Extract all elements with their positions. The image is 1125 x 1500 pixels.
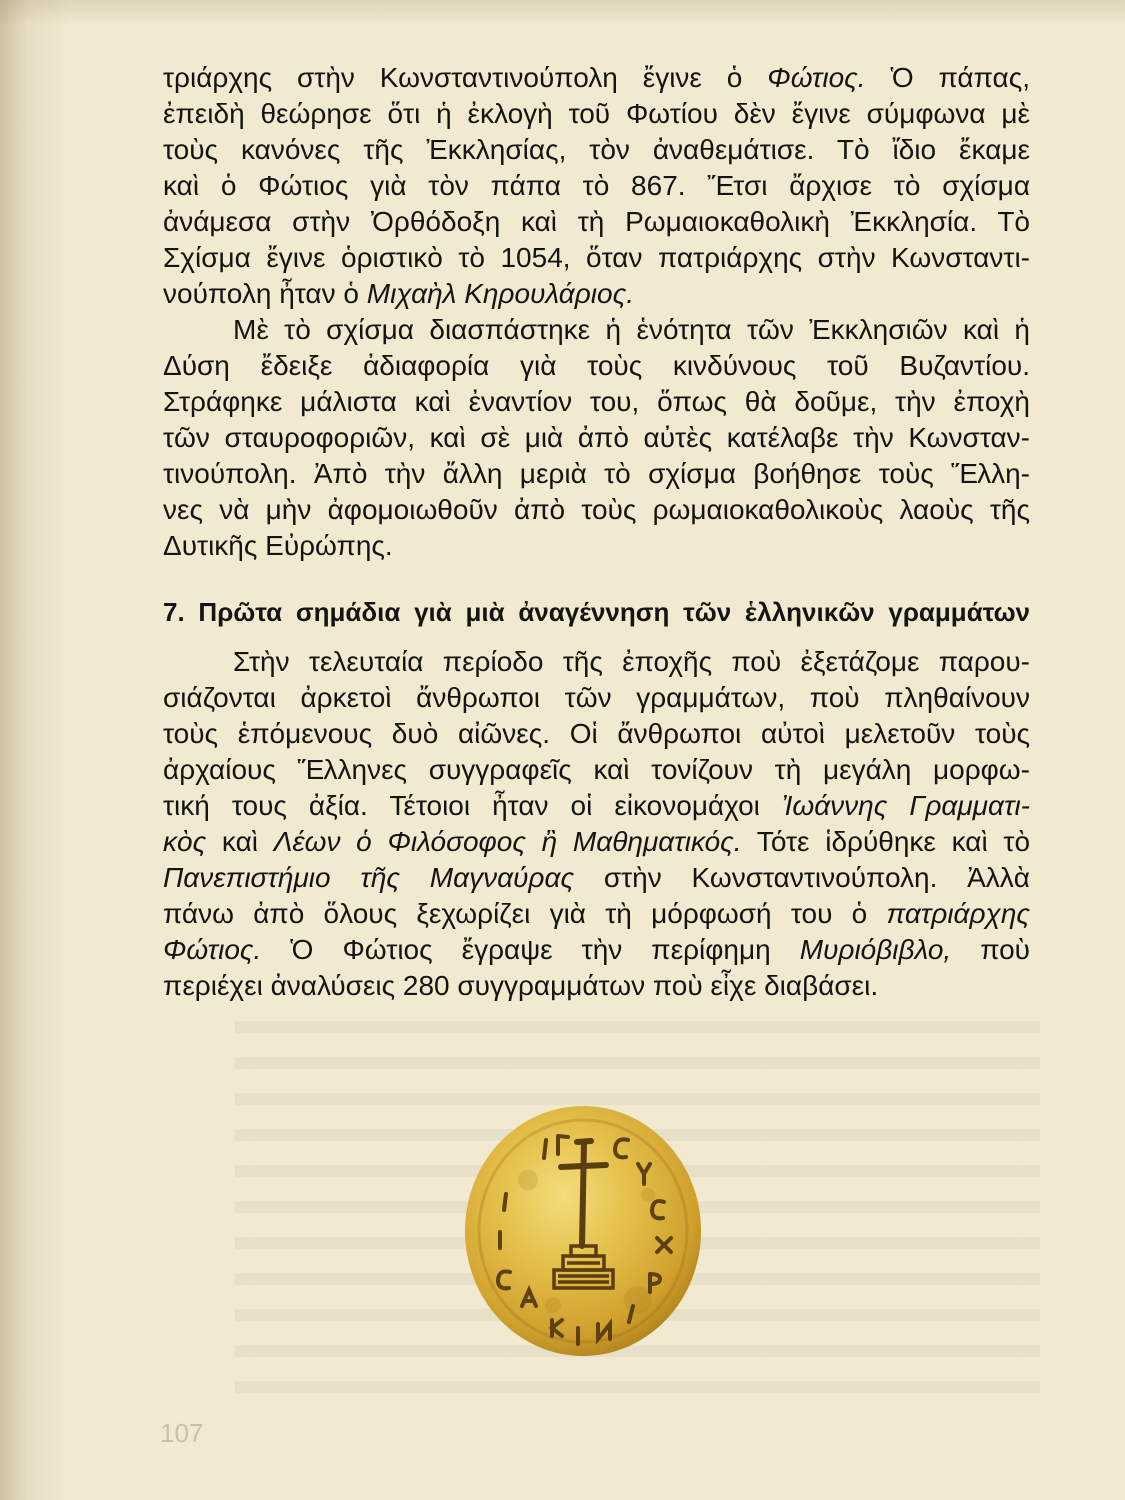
italic-term: Μυριόβιβλο, bbox=[799, 934, 952, 965]
text-segment: νούπολη ἦταν ὁ bbox=[163, 278, 367, 309]
text-line bbox=[163, 752, 1030, 788]
paragraph-3 bbox=[163, 644, 1030, 1004]
text-line bbox=[163, 860, 1030, 896]
text-segment: ποὺ bbox=[951, 934, 1030, 965]
text-segment: τοὺς ἑπόμενους δυὸ αἰῶνες. Οἱ ἄνθρωποι αὐτοὶ μελετοῦν τοὺς bbox=[163, 718, 1030, 749]
byzantine-gold-coin-icon bbox=[458, 1100, 708, 1362]
italic-term: Πανεπιστήμιο τῆς Μαγναύρας bbox=[163, 862, 575, 893]
text-segment: ἀρχαίους Ἕλληνες συγγραφεῖς καὶ τονίζουν τὴ μεγάλη μορφω- bbox=[163, 754, 1030, 785]
text-line bbox=[163, 96, 1030, 132]
text-line bbox=[163, 132, 1030, 168]
text-line bbox=[163, 60, 1030, 96]
text-line bbox=[163, 716, 1030, 752]
top-edge-shadow bbox=[0, 0, 1125, 26]
italic-term: Φώτιος. bbox=[163, 934, 262, 965]
italic-term: κὸς bbox=[163, 826, 207, 857]
body-text bbox=[163, 60, 1030, 1004]
text-line bbox=[163, 528, 1030, 564]
text-segment: Δύση ἔδειξε ἀδιαφορία γιὰ τοὺς κινδύνους τοῦ Βυζαντίου. bbox=[163, 350, 1030, 381]
text-segment: Τότε ἱδρύθηκε καὶ τὸ bbox=[741, 826, 1031, 857]
text-segment: τική τους ἀξία. Τέτοιοι ἦταν οἱ εἰκονομάχοι bbox=[163, 790, 782, 821]
text-segment: τινούπολη. Ἀπὸ τὴν ἄλλη μεριὰ τὸ σχίσμα βοήθησε τοὺς Ἕλλη- bbox=[163, 458, 1030, 489]
text-line bbox=[163, 932, 1030, 968]
text-segment: Σχίσμα ἔγινε ὁριστικὸ τὸ 1054, ὅταν πατριάρχης στὴν Κωνσταντι- bbox=[163, 242, 1030, 273]
text-line bbox=[163, 492, 1030, 528]
text-segment: Ὁ πάπας, bbox=[865, 62, 1030, 93]
text-line bbox=[163, 204, 1030, 240]
text-line bbox=[163, 276, 1030, 312]
text-segment: περιέχει ἀναλύσεις 280 συγγραμμάτων ποὺ εἶχε διαβάσει. bbox=[163, 970, 879, 1001]
text-line bbox=[163, 896, 1030, 932]
text-segment: Μὲ τὸ σχίσμα διασπάστηκε ἡ ἑνότητα τῶν Ἐκκλησιῶν καὶ ἡ bbox=[233, 314, 1030, 345]
paragraph-2 bbox=[163, 312, 1030, 564]
italic-term: Λέων ὁ Φιλόσοφος ἢ Μαθηματικός. bbox=[273, 826, 742, 857]
text-segment: τοὺς κανόνες τῆς Ἐκκλησίας, τὸν ἀναθεμάτισε. Τὸ ἴδιο ἔκαμε bbox=[163, 134, 1030, 165]
paragraph-1 bbox=[163, 60, 1030, 312]
text-segment: καὶ ὁ Φώτιος γιὰ τὸν πάπα τὸ 867. Ἔτσι ἄρχισε τὸ σχίσμα bbox=[163, 170, 1030, 201]
text-segment: καὶ bbox=[206, 826, 274, 857]
section-heading: 7. Πρῶτα σημάδια γιὰ μιὰ ἀναγέννηση τῶν ἑλληνικῶν γραμμάτων bbox=[163, 597, 1030, 627]
text-segment: νες νὰ μὴν ἀφομοιωθοῦν ἀπὸ τοὺς ρωμαιοκαθολικοὺς λαοὺς τῆς bbox=[163, 494, 1030, 525]
text-segment: ἀνάμεσα στὴν Ὀρθόδοξη καὶ τὴ Ρωμαιοκαθολικὴ Ἐκκλησία. Τὸ bbox=[163, 206, 1030, 237]
text-line bbox=[163, 240, 1030, 276]
text-segment: στὴν Κωνσταντινούπολη. Ἀλλὰ bbox=[574, 862, 1030, 893]
italic-term: πατριάρχης bbox=[886, 898, 1030, 929]
italic-term: Μιχαὴλ Κηρουλάριος. bbox=[366, 278, 634, 309]
text-line bbox=[163, 312, 1030, 348]
text-line bbox=[163, 824, 1030, 860]
text-line bbox=[163, 968, 1030, 1004]
text-segment: Στὴν τελευταία περίοδο τῆς ἐποχῆς ποὺ ἐξετάζομε παρου- bbox=[233, 646, 1030, 677]
italic-term: Ἰωάννης Γραμματι- bbox=[781, 790, 1030, 821]
text-line bbox=[163, 348, 1030, 384]
text-line bbox=[163, 788, 1030, 824]
italic-term: Φώτιος. bbox=[767, 62, 866, 93]
text-segment: Στράφηκε μάλιστα καὶ ἐναντίον του, ὅπως θὰ δοῦμε, τὴν ἐποχὴ bbox=[163, 386, 1030, 417]
text-segment: Ὁ Φώτιος ἔγραψε τὴν περίφημη bbox=[261, 934, 800, 965]
page-number: 107 bbox=[160, 1418, 204, 1448]
text-line bbox=[163, 680, 1030, 716]
text-line bbox=[163, 384, 1030, 420]
text-line bbox=[163, 456, 1030, 492]
text-line bbox=[163, 644, 1030, 680]
text-line bbox=[163, 168, 1030, 204]
text-line bbox=[163, 420, 1030, 456]
text-segment: σιάζονται ἀρκετοὶ ἄνθρωποι τῶν γραμμάτων, ποὺ πληθαίνουν bbox=[163, 682, 1030, 713]
text-segment: πάνω ἀπὸ ὅλους ξεχωρίζει γιὰ τὴ μόρφωσή του ὁ bbox=[163, 898, 887, 929]
text-segment: Δυτικῆς Εὐρώπης. bbox=[163, 530, 393, 561]
binding-shadow bbox=[0, 0, 70, 1500]
text-segment: τῶν σταυροφοριῶν, καὶ σὲ μιὰ ἀπὸ αὐτὲς κατέλαβε τὴν Κωνσταν- bbox=[163, 422, 1030, 453]
text-segment: τριάρχης στὴν Κωνσταντινούπολη ἔγινε ὁ bbox=[163, 62, 768, 93]
text-segment: ἐπειδὴ θεώρησε ὅτι ἡ ἐκλογὴ τοῦ Φωτίου δὲν ἔγινε σύμφωνα μὲ bbox=[163, 98, 1030, 129]
